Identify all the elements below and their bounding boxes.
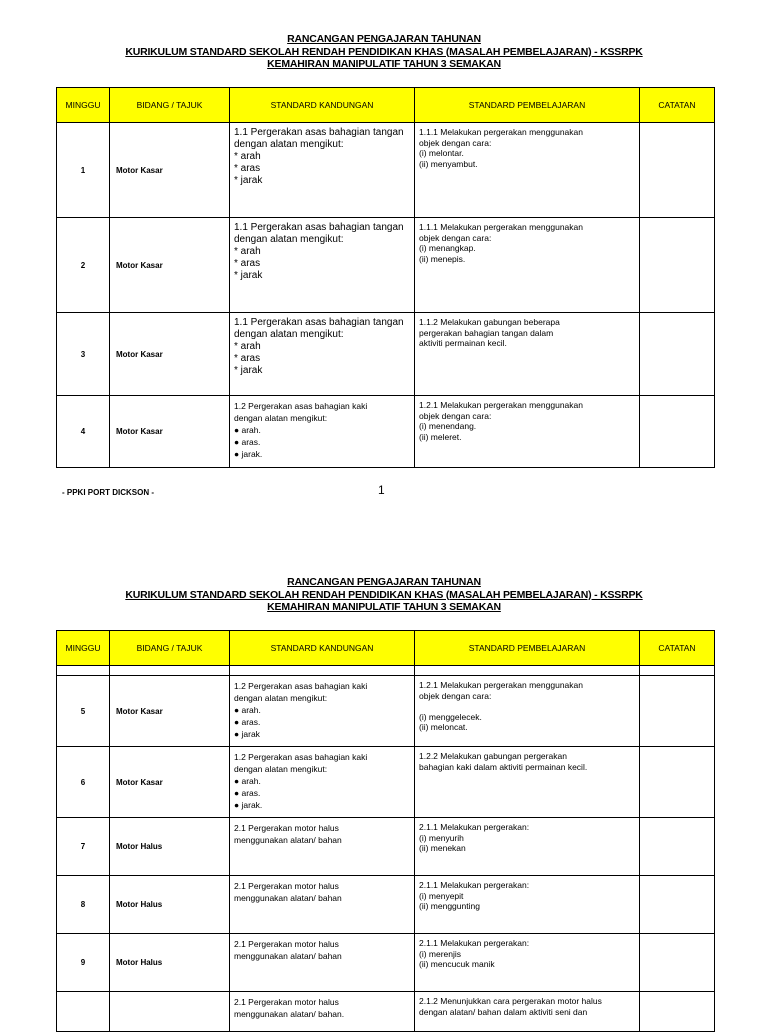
cell-bidang: Motor Kasar — [110, 396, 230, 468]
sp-line: (ii) mencucuk manik — [419, 959, 495, 969]
cell-bidang — [110, 992, 230, 1032]
sk-line: * arah — [234, 246, 261, 257]
cell-standard-pembelajaran — [415, 666, 640, 676]
title-line-3: KEMAHIRAN MANIPULATIF TAHUN 3 SEMAKAN — [267, 601, 501, 613]
sk-line: ● aras. — [234, 788, 261, 798]
sk-line: ● arah. — [234, 776, 261, 786]
sp-line: 1.2.1 Melakukan pergerakan menggunakan — [419, 680, 583, 690]
sp-line: (i) menggelecek. — [419, 711, 482, 722]
table-row — [57, 818, 715, 876]
cell-standard-kandungan — [230, 218, 415, 313]
table-row — [57, 123, 715, 218]
sk-line: * aras — [234, 353, 261, 364]
cell-standard-pembelajaran — [415, 876, 640, 934]
sp-line: 1.2.2 Melakukan gabungan pergerakan — [419, 751, 567, 761]
sk-line: ● jarak. — [234, 449, 263, 459]
table-header-row — [57, 631, 715, 666]
cell-standard-kandungan — [230, 666, 415, 676]
sp-line: 2.1.1 Melakukan pergerakan: — [419, 880, 530, 890]
sk-line: 2.1 Pergerakan motor halus — [234, 823, 339, 833]
cell-standard-pembelajaran — [415, 934, 640, 992]
sk-line: ● arah. — [234, 425, 261, 435]
sk-line: * arah — [234, 341, 261, 352]
title-line-3: KEMAHIRAN MANIPULATIF TAHUN 3 SEMAKAN — [267, 58, 501, 70]
cell-bidang: Motor Kasar — [110, 218, 230, 313]
cell-minggu: 1 — [57, 123, 110, 218]
cell-catatan — [640, 934, 715, 992]
cell-standard-pembelajaran — [415, 123, 640, 218]
sk-line: dengan alatan mengikut: — [234, 693, 328, 703]
sk-line: * jarak — [234, 365, 263, 376]
sp-line: (i) menendang. — [419, 421, 477, 431]
footer-school-name: - PPKI PORT DICKSON - — [62, 488, 155, 497]
cell-minggu: 6 — [57, 747, 110, 818]
table-row — [57, 313, 715, 396]
sp-line: (i) menangkap. — [419, 243, 476, 253]
sk-line: dengan alatan mengikut: — [234, 329, 344, 340]
sk-line: * jarak — [234, 175, 263, 186]
title-line-2: KURIKULUM STANDARD SEKOLAH RENDAH PENDIDIKAN KHAS (MASALAH PEMBELAJARAN) - KSSRPK — [125, 45, 643, 58]
cell-bidang — [110, 666, 230, 676]
sk-line: menggunakan alatan/ bahan — [234, 835, 342, 845]
sp-line: 2.1.1 Melakukan pergerakan: — [419, 822, 530, 832]
sp-line: pergerakan bahagian tangan dalam — [419, 327, 554, 338]
title-line-1: RANCANGAN PENGAJARAN TAHUNAN — [287, 576, 481, 588]
cell-minggu: 7 — [57, 818, 110, 876]
header-bidang: BIDANG / TAJUK — [110, 88, 230, 123]
footer-page-number: 1 — [378, 483, 385, 497]
cell-standard-kandungan — [230, 747, 415, 818]
sp-line: (ii) menggunting — [419, 901, 480, 911]
cell-bidang: Motor Kasar — [110, 676, 230, 747]
cell-standard-kandungan — [230, 818, 415, 876]
cell-standard-kandungan — [230, 992, 415, 1032]
sk-line: * aras — [234, 258, 261, 269]
cell-standard-pembelajaran — [415, 992, 640, 1032]
sp-line: (ii) menepis. — [419, 253, 466, 264]
sk-line: dengan alatan mengikut: — [234, 764, 328, 774]
sk-line: ● arah. — [234, 705, 261, 715]
sk-line: * jarak — [234, 270, 263, 281]
table-header-row — [57, 88, 715, 123]
cell-catatan — [640, 123, 715, 218]
cell-catatan — [640, 818, 715, 876]
header-minggu: MINGGU — [57, 88, 110, 123]
title-line-2: KURIKULUM STANDARD SEKOLAH RENDAH PENDIDIKAN KHAS (MASALAH PEMBELAJARAN) - KSSRPK — [125, 588, 643, 601]
table-row — [57, 676, 715, 747]
table-row — [57, 747, 715, 818]
sk-line: 2.1 Pergerakan motor halus — [234, 997, 339, 1007]
sk-line: ● jarak. — [234, 800, 263, 810]
cell-standard-kandungan — [230, 313, 415, 396]
sk-line: ● aras. — [234, 437, 261, 447]
sp-line: 1.1.1 Melakukan pergerakan menggunakan — [419, 222, 583, 232]
cell-minggu — [57, 666, 110, 676]
cell-bidang: Motor Kasar — [110, 747, 230, 818]
sk-line: 1.1 Pergerakan asas bahagian tangan — [234, 222, 404, 233]
cell-standard-kandungan — [230, 876, 415, 934]
header-standard-pembelajaran: STANDARD PEMBELAJARAN — [415, 631, 640, 666]
table-row — [57, 992, 715, 1032]
sp-line: 2.1.2 Menunjukkan cara pergerakan motor halus — [419, 996, 602, 1006]
sk-line: dengan alatan mengikut: — [234, 139, 344, 150]
page-1-title-block — [0, 33, 768, 71]
sp-line: 1.1.2 Melakukan gabungan beberapa — [419, 317, 560, 327]
cell-catatan — [640, 666, 715, 676]
sp-line: bahagian kaki dalam aktiviti permainan kecil. — [419, 761, 588, 772]
cell-bidang: Motor Kasar — [110, 123, 230, 218]
cell-standard-kandungan — [230, 396, 415, 468]
sp-line: dengan alatan/ bahan dalam aktiviti seni dan — [419, 1006, 588, 1017]
cell-standard-pembelajaran — [415, 313, 640, 396]
table-row — [57, 396, 715, 468]
sp-line: 1.2.1 Melakukan pergerakan menggunakan — [419, 400, 583, 410]
header-standard-pembelajaran: STANDARD PEMBELAJARAN — [415, 88, 640, 123]
cell-standard-pembelajaran — [415, 396, 640, 468]
cell-minggu: 5 — [57, 676, 110, 747]
cell-catatan — [640, 992, 715, 1032]
header-catatan: CATATAN — [640, 88, 715, 123]
sp-line: (ii) menyambut. — [419, 158, 478, 169]
cell-standard-pembelajaran — [415, 218, 640, 313]
sp-line: (ii) menekan — [419, 843, 466, 853]
sk-line: 1.1 Pergerakan asas bahagian tangan — [234, 317, 404, 328]
cell-standard-pembelajaran — [415, 818, 640, 876]
sk-line: 1.2 Pergerakan asas bahagian kaki — [234, 752, 368, 762]
header-catatan: CATATAN — [640, 631, 715, 666]
cell-catatan — [640, 747, 715, 818]
sk-line: 1.2 Pergerakan asas bahagian kaki — [234, 401, 368, 411]
title-line-1: RANCANGAN PENGAJARAN TAHUNAN — [287, 33, 481, 45]
sp-line: (ii) meloncat. — [419, 722, 468, 732]
sk-line: * arah — [234, 151, 261, 162]
header-standard-kandungan: STANDARD KANDUNGAN — [230, 631, 415, 666]
page-1-table — [56, 87, 715, 468]
sk-line: menggunakan alatan/ bahan — [234, 951, 342, 961]
sk-line: dengan alatan mengikut: — [234, 413, 328, 423]
sp-line: 2.1.1 Melakukan pergerakan: — [419, 938, 530, 948]
sk-line: 2.1 Pergerakan motor halus — [234, 881, 339, 891]
sp-line: 1.1.1 Melakukan pergerakan menggunakan — [419, 127, 583, 137]
sk-line: 2.1 Pergerakan motor halus — [234, 939, 339, 949]
sp-line: objek dengan cara: — [419, 690, 492, 701]
sp-line: objek dengan cara: — [419, 232, 492, 243]
sk-line: dengan alatan mengikut: — [234, 234, 344, 245]
table-row — [57, 876, 715, 934]
cell-bidang: Motor Halus — [110, 876, 230, 934]
sp-line: objek dengan cara: — [419, 137, 492, 148]
cell-minggu: 9 — [57, 934, 110, 992]
page-2-table — [56, 630, 715, 1032]
page-2-rows — [57, 666, 715, 1032]
sp-line — [419, 701, 635, 712]
table-row — [57, 666, 715, 676]
cell-standard-kandungan — [230, 123, 415, 218]
cell-standard-pembelajaran — [415, 747, 640, 818]
sk-line: menggunakan alatan/ bahan. — [234, 1009, 345, 1019]
cell-catatan — [640, 676, 715, 747]
sp-line: (i) menyepit — [419, 890, 464, 901]
sp-line: (i) merenjis — [419, 948, 462, 959]
cell-standard-kandungan — [230, 934, 415, 992]
sp-line: (i) menyurih — [419, 832, 464, 843]
cell-catatan — [640, 396, 715, 468]
cell-minggu: 3 — [57, 313, 110, 396]
cell-catatan — [640, 876, 715, 934]
cell-bidang: Motor Kasar — [110, 313, 230, 396]
sk-line: ● jarak — [234, 729, 260, 739]
cell-minggu — [57, 992, 110, 1032]
cell-catatan — [640, 218, 715, 313]
cell-minggu: 8 — [57, 876, 110, 934]
sp-line: aktiviti permainan kecil. — [419, 338, 507, 348]
sp-line: objek dengan cara: — [419, 410, 492, 421]
sk-line: ● aras. — [234, 717, 261, 727]
sk-line: 1.2 Pergerakan asas bahagian kaki — [234, 681, 368, 691]
header-bidang: BIDANG / TAJUK — [110, 631, 230, 666]
cell-catatan — [640, 313, 715, 396]
cell-minggu: 4 — [57, 396, 110, 468]
page-2-title-block — [0, 576, 768, 614]
sk-line: * aras — [234, 163, 261, 174]
cell-bidang: Motor Halus — [110, 934, 230, 992]
cell-standard-pembelajaran — [415, 676, 640, 747]
sk-line: menggunakan alatan/ bahan — [234, 893, 342, 903]
sp-line: (i) melontar. — [419, 148, 464, 158]
cell-minggu: 2 — [57, 218, 110, 313]
table-row — [57, 218, 715, 313]
header-minggu: MINGGU — [57, 631, 110, 666]
table-row — [57, 934, 715, 992]
cell-standard-kandungan — [230, 676, 415, 747]
cell-bidang: Motor Halus — [110, 818, 230, 876]
sp-line: (ii) meleret. — [419, 431, 462, 442]
sk-line: 1.1 Pergerakan asas bahagian tangan — [234, 127, 404, 138]
header-standard-kandungan: STANDARD KANDUNGAN — [230, 88, 415, 123]
page-1-rows — [57, 123, 715, 468]
